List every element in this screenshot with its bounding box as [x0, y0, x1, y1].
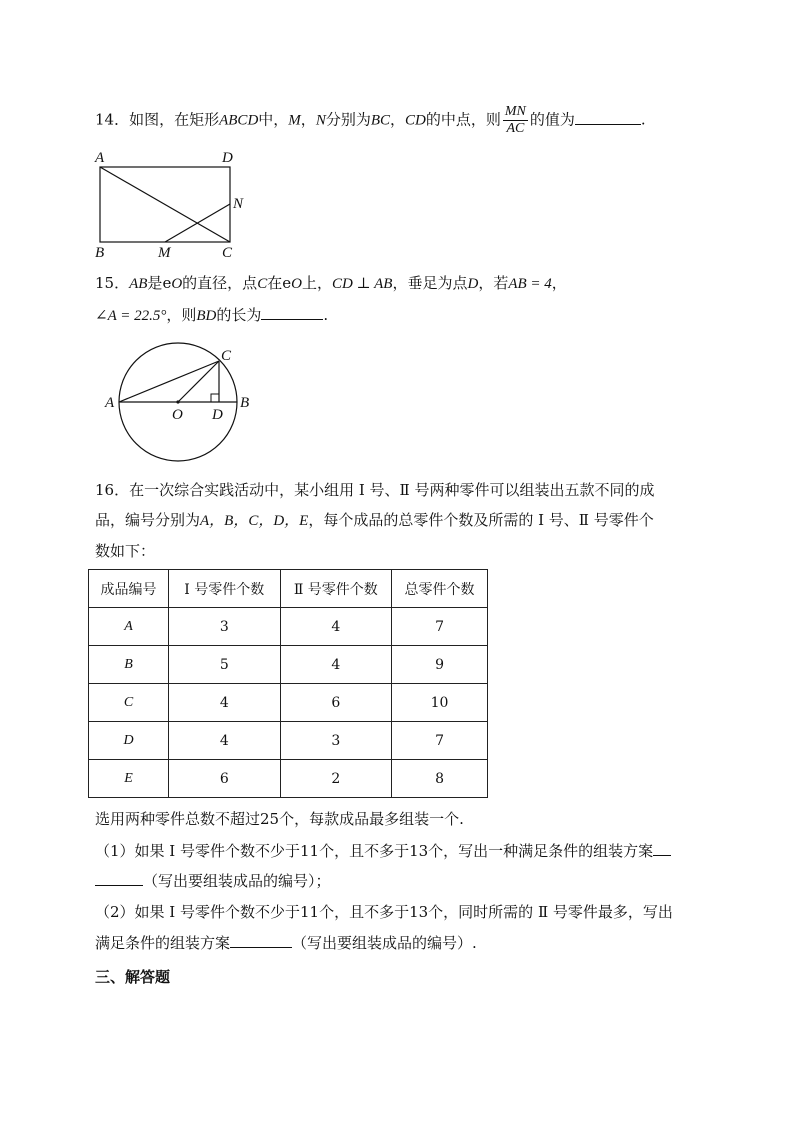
label-b: B: [240, 395, 250, 411]
header-cell: Ⅰ 号零件个数: [169, 570, 281, 608]
q15-o-2: O: [291, 276, 302, 292]
table-row: [89, 684, 488, 722]
q16-sub1-line2: [95, 870, 331, 892]
q14-text-d: 的中点，则: [425, 110, 501, 129]
cell-id: C: [89, 684, 169, 722]
q14-text-a: 如图，在矩形: [129, 110, 220, 129]
q15-perp-expr: CD ⊥ AB: [331, 276, 393, 292]
q16-sub2-c: （写出要组装成品的编号）.: [292, 934, 477, 952]
q15-bd: BD: [196, 308, 217, 324]
q15-ab: AB: [129, 276, 148, 292]
q14-bc: BC: [370, 112, 391, 129]
q15-o: O: [171, 276, 183, 292]
q15-text-e: ，垂足为点: [392, 274, 468, 292]
label-b: B: [95, 245, 105, 261]
q16-sub2-line2: [95, 932, 477, 954]
cell-p1: 4: [169, 722, 281, 760]
q14-end: .: [640, 110, 646, 129]
q15-line1: [95, 272, 567, 295]
q15-angle-expr: ∠A = 22.5°: [95, 308, 167, 324]
cell-p1: 5: [169, 646, 281, 684]
radius-oc: [178, 361, 219, 402]
q15-line2: [95, 304, 328, 327]
table-row: [89, 760, 488, 798]
q16-sub2-a: （2）如果 Ⅰ 号零件个数不少于11个，且不多于13个，同时所需的 Ⅱ 号零件最多，写出: [95, 903, 673, 921]
line-ac: [100, 167, 230, 242]
cell-id: D: [89, 722, 169, 760]
q16-line2-b: ，每个成品的总零件个数及所需的 Ⅰ 号、Ⅱ 号零件个: [308, 511, 654, 529]
chord-ac: [119, 361, 219, 402]
cell-total: 9: [392, 646, 488, 684]
q15-text-d: 上，: [301, 274, 332, 292]
q16-sub2-line1: [95, 901, 673, 923]
q16-codes: A，B，C，D，E: [200, 513, 309, 529]
q15-circle-figure: [100, 340, 260, 465]
cell-p2: 6: [280, 684, 392, 722]
table-row: [89, 722, 488, 760]
q15-answer-blank: [261, 305, 323, 320]
q14-text-b: 中，: [258, 110, 289, 129]
cell-p1: 4: [169, 684, 281, 722]
q15-text-g: ，: [551, 274, 567, 292]
q14-text: [95, 104, 646, 137]
q14-rect-name: ABCD: [219, 112, 259, 129]
label-o: O: [172, 407, 183, 423]
cell-id: E: [89, 760, 169, 798]
header-cell: Ⅱ 号零件个数: [280, 570, 392, 608]
q15-d: D: [467, 276, 479, 292]
q16-sub1-blank-part1: [653, 841, 671, 856]
q14-rectangle-figure: [90, 145, 260, 265]
q14-fraction: [503, 104, 528, 137]
q14-text-e: 的值为: [529, 110, 575, 129]
cell-p2: 4: [280, 646, 392, 684]
cell-id: A: [89, 608, 169, 646]
parts-table: [88, 569, 488, 798]
cell-total: 7: [392, 608, 488, 646]
q15-text-h: ，则: [166, 306, 197, 324]
q14-frac-den: AC: [506, 121, 525, 136]
q14-comma: ，: [300, 110, 316, 129]
q15-text-a: 是: [147, 274, 163, 292]
q14-cd: CD: [405, 112, 426, 129]
q15-text-c: 在: [267, 274, 283, 292]
center-dot: [176, 400, 179, 403]
q15-circle-symbol: e: [162, 274, 172, 292]
q16-line2-a: 品，编号分别为: [95, 511, 201, 529]
section-three-title: 三、解答题: [95, 968, 171, 986]
q16-sub1-a: （1）如果 Ⅰ 号零件个数不少于11个，且不多于13个，写出一种满足条件的组装方案: [95, 842, 654, 860]
label-c: C: [222, 245, 233, 261]
q14-frac-num: MN: [504, 104, 526, 119]
q16-constraint: 选用两种零件总数不超过25个，每款成品最多组装一个.: [95, 810, 464, 828]
q14-text-c: 分别为: [325, 110, 371, 129]
q14-number: 14．: [95, 110, 130, 129]
table-row: [89, 646, 488, 684]
q15-text-b: 的直径，点: [182, 274, 258, 292]
q16-sub1-line1: [95, 840, 671, 862]
q15-text-i: 的长为: [216, 306, 262, 324]
table-header-row: [89, 570, 488, 608]
q15-ab-eq: AB = 4: [508, 276, 552, 292]
cell-id: B: [89, 646, 169, 684]
cell-total: 10: [392, 684, 488, 722]
q14-n: N: [315, 112, 326, 129]
label-a: A: [105, 395, 115, 411]
label-m: M: [158, 245, 171, 261]
q15-number: 15．: [95, 274, 130, 292]
table-row: [89, 608, 488, 646]
q16-sub2-blank: [230, 933, 292, 948]
q16-line2: [95, 509, 654, 532]
cell-p1: 6: [169, 760, 281, 798]
label-d: D: [212, 407, 223, 423]
label-d: D: [222, 150, 233, 166]
q14-m: M: [288, 112, 301, 129]
right-angle-mark: [211, 394, 219, 402]
q16-sub1-blank-part2: [95, 871, 143, 886]
label-n: N: [233, 196, 244, 212]
q16-sub1-b: （写出要组装成品的编号）；: [143, 872, 331, 890]
q15-circle-symbol-2: e: [282, 274, 292, 292]
label-a: A: [95, 150, 105, 166]
cell-total: 8: [392, 760, 488, 798]
q15-end: .: [323, 306, 329, 324]
q16-sub2-b: 满足条件的组装方案: [95, 934, 231, 952]
cell-p1: 3: [169, 608, 281, 646]
cell-total: 7: [392, 722, 488, 760]
q14-sep: ，: [390, 110, 406, 129]
cell-p2: 4: [280, 608, 392, 646]
q15-text-f: ，若: [478, 274, 509, 292]
cell-p2: 3: [280, 722, 392, 760]
q16-line3: 数如下：: [95, 542, 156, 560]
cell-p2: 2: [280, 760, 392, 798]
q14-answer-blank: [575, 110, 641, 125]
header-cell: 成品编号: [89, 570, 169, 608]
label-c: C: [221, 348, 232, 364]
q15-c: C: [257, 276, 268, 292]
header-cell: 总零件个数: [392, 570, 488, 608]
q16-line1: 16．在一次综合实践活动中，某小组用 Ⅰ 号、Ⅱ 号两种零件可以组装出五款不同的成: [95, 481, 655, 499]
